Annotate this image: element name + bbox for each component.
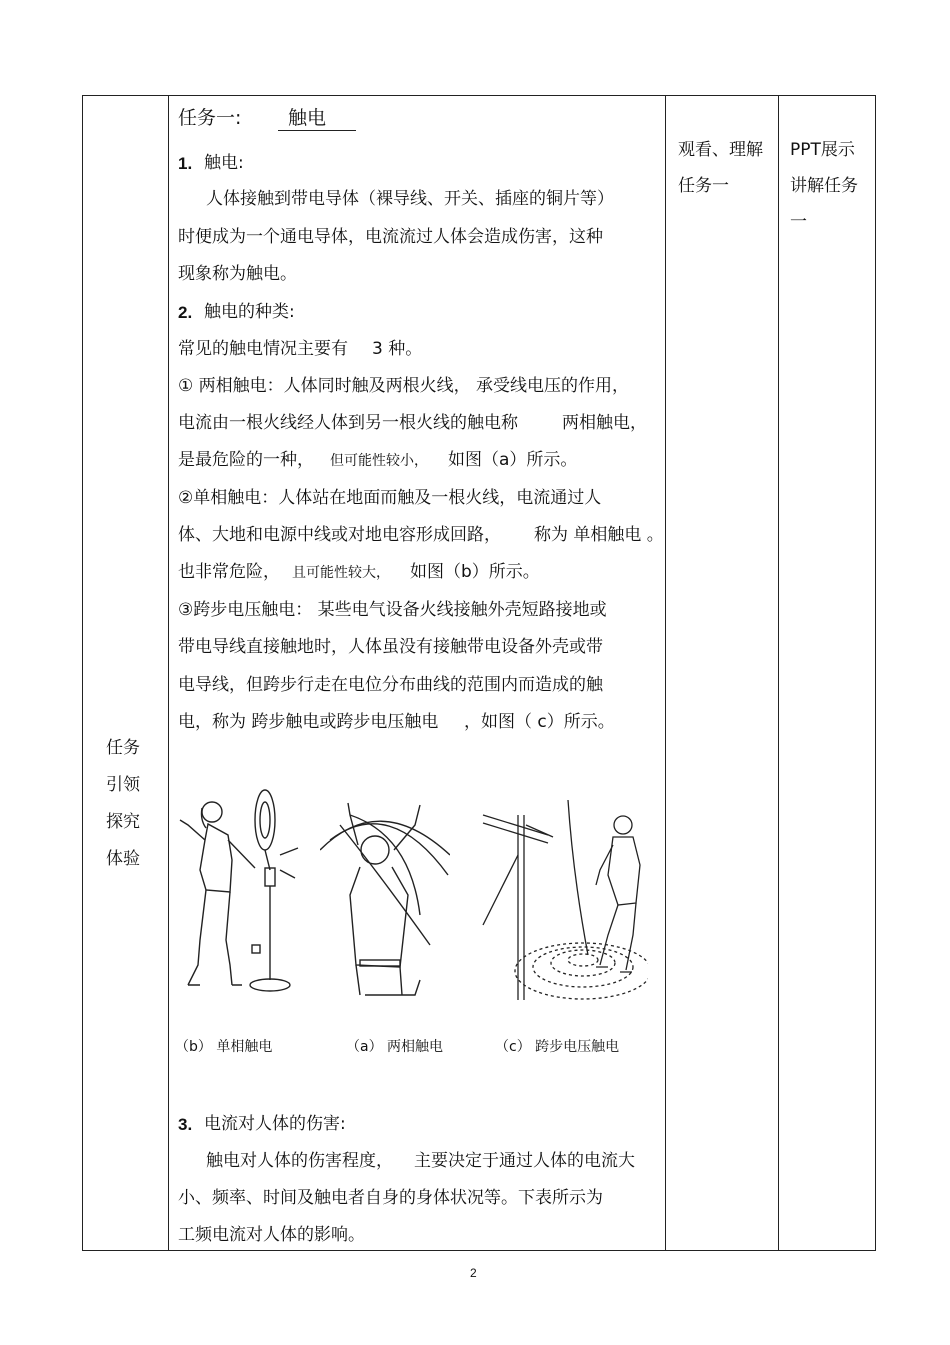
section-1-line: 现象称为触电。 [178,264,297,284]
category-label-3: 探究 [106,812,140,832]
figure-caption-c: （c） 跨步电压触电 [495,1039,620,1055]
category-label-4: 体验 [106,849,140,869]
step-voltage-figure-ref: ，如图（ c）所示。 [464,712,615,732]
two-phase-line: 是最危险的一种， [178,450,314,470]
two-phase-figure-ref: 如图（a）所示。 [448,450,578,470]
step-voltage-line: 带电导线直接触地时，人体虽没有接触带电设备外壳或带 [178,637,603,657]
section-3-heading: 电流对人体的伤害: [204,1114,346,1134]
task-title-prefix: 任务一: [178,107,242,129]
two-phase-note: 但可能性较小， [330,453,428,469]
section-2-number: 2. [178,303,193,322]
category-label-2: 引领 [106,775,140,795]
two-phase-shock-illustration [320,795,450,1005]
teacher-activity-line2: 讲解任务 [790,176,858,196]
two-phase-line: ① 两相触电：人体同时触及两根火线， 承受线电压的作用， [178,376,630,396]
single-phase-line: 体、大地和电源中线或对地电容形成回路， [178,525,501,545]
single-phase-term: 称为 单相触电 。 [534,525,664,545]
section-3-number: 3. [178,1115,193,1134]
column-divider [168,95,169,1251]
figure-caption-a: （a） 两相触电 [346,1039,444,1055]
section-2-intro-count: 3 种。 [372,339,423,359]
step-voltage-shock-illustration [478,795,648,1005]
figure-caption-b: （b） 单相触电 [175,1039,273,1055]
single-phase-figure-ref: 如图（b）所示。 [410,562,540,582]
section-2-intro: 常见的触电情况主要有 [178,339,348,359]
single-phase-line: 也非常危险， [178,562,280,582]
section-1-heading: 触电: [204,153,244,173]
column-divider [665,95,666,1251]
section-3-line: 主要决定于通过人体的电流大 [414,1151,635,1171]
teacher-activity-line3: 一 [790,212,807,232]
single-phase-note: 且可能性较大， [292,565,390,581]
step-voltage-line: 电导线，但跨步行走在电位分布曲线的范围内而造成的触 [178,675,603,695]
section-3-line: 小、频率、时间及触电者自身的身体状况等。下表所示为 [178,1188,603,1208]
section-3-line: 触电对人体的伤害程度， [206,1151,393,1171]
category-label-1: 任务 [106,738,140,758]
section-1-line: 人体接触到带电导体（裸导线、开关、插座的铜片等） [206,189,614,209]
student-activity-line1: 观看、理解 [678,140,763,160]
two-phase-line: 电流由一根火线经人体到另一根火线的触电称 [178,413,518,433]
task-title-name: 触电 [288,107,327,129]
column-divider [778,95,779,1251]
single-phase-shock-illustration [170,780,310,1000]
section-2-heading: 触电的种类: [204,302,295,322]
teacher-activity-line1: PPT展示 [790,140,855,160]
page-number: 2 [470,1266,477,1280]
step-voltage-line: ③跨步电压触电： 某些电气设备火线接触外壳短路接地或 [178,600,607,620]
title-underline [278,130,356,131]
step-voltage-line: 电，称为 跨步触电或跨步电压触电 [178,712,439,732]
section-1-number: 1. [178,154,193,173]
section-3-line: 工频电流对人体的影响。 [178,1225,365,1245]
two-phase-term: 两相触电， [562,413,647,433]
single-phase-line: ②单相触电：人体站在地面而触及一根火线，电流通过人 [178,488,602,508]
section-1-line: 时便成为一个通电导体，电流流过人体会造成伤害，这种 [178,227,603,247]
student-activity-line2: 任务一 [678,176,729,196]
